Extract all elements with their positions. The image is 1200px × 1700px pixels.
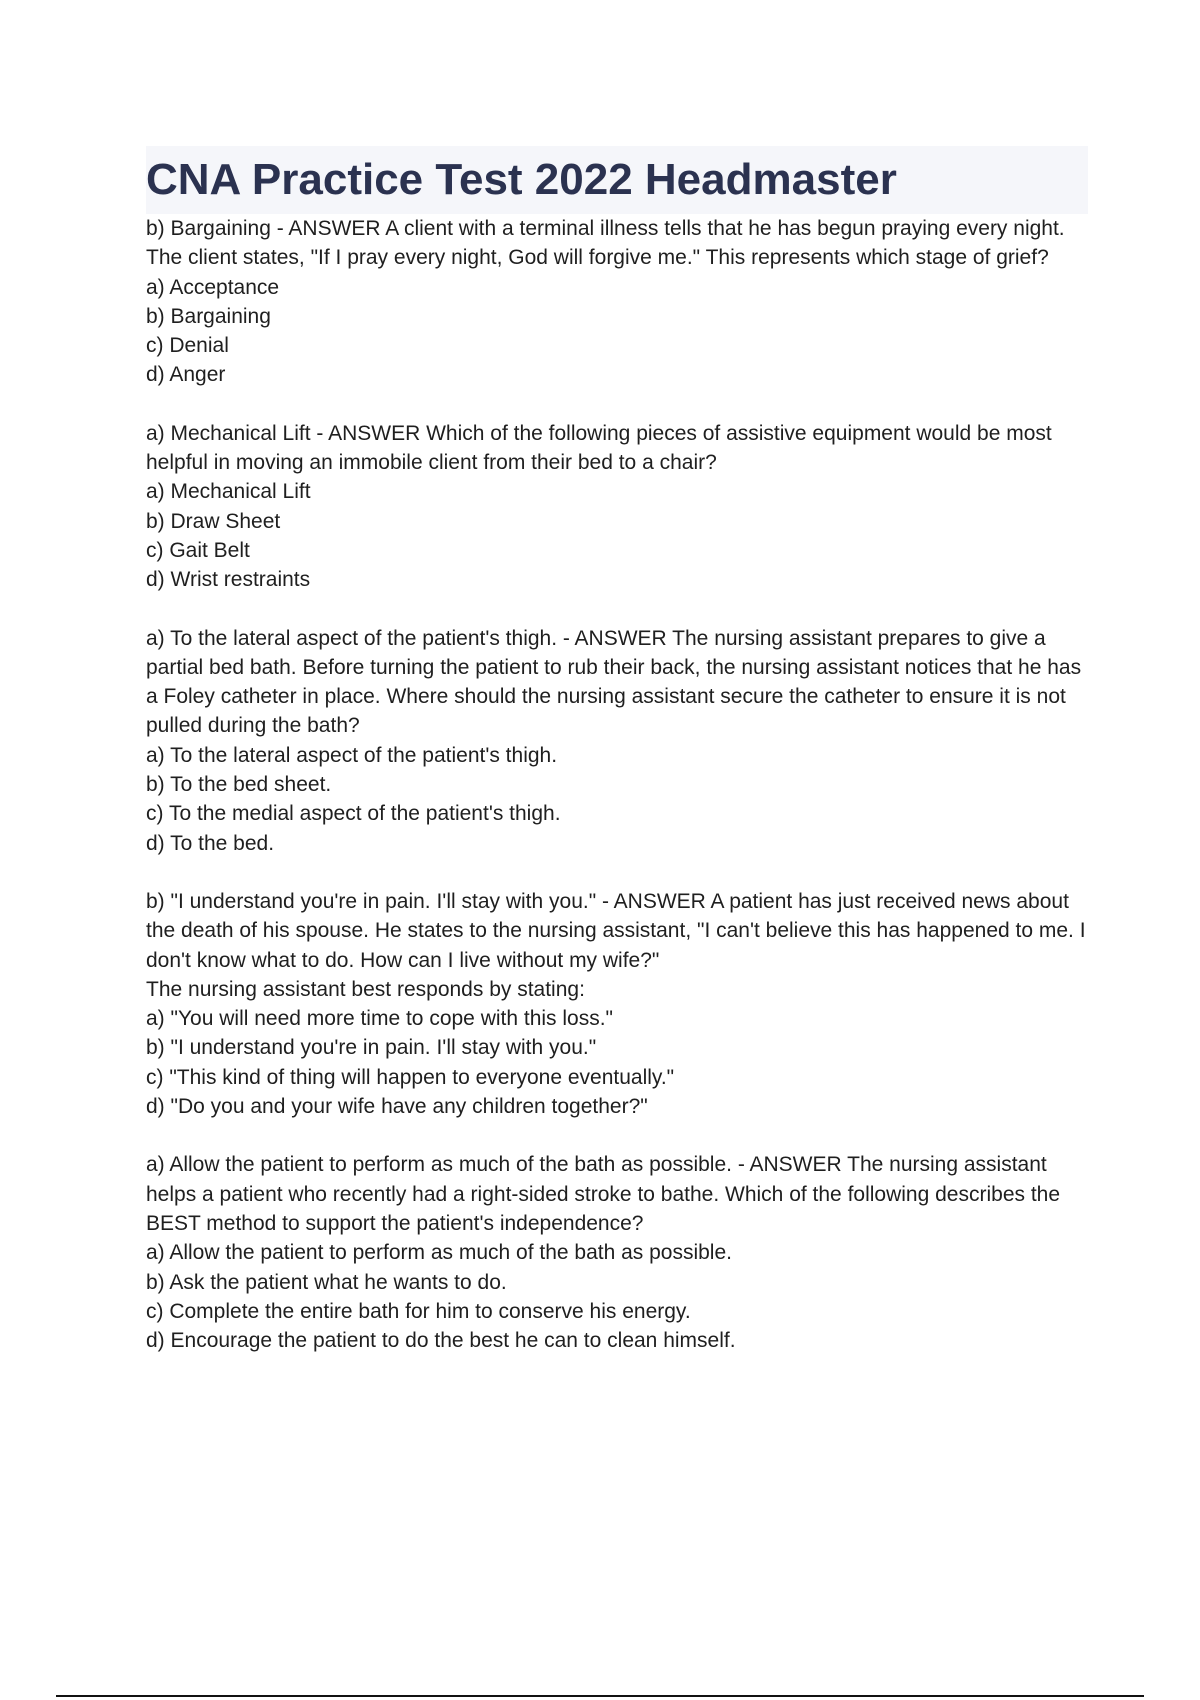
title-band [146,146,1088,214]
question-stem: b) Bargaining - ANSWER A client with a terminal illness tells that he has begun praying every night. The client states, "If I pray every night, God will forgive me." This represents which stage of grief? [146,217,1065,270]
option-a: a) Allow the patient to perform as much of the bath as possible. [146,1241,732,1265]
option-d: d) "Do you and your wife have any children together?" [146,1095,648,1119]
option-c: c) Denial [146,334,229,358]
question-block-4 [146,887,1088,1121]
option-c: c) Complete the entire bath for him to conserve his energy. [146,1299,691,1323]
option-b: b) Ask the patient what he wants to do. [146,1270,507,1294]
document-title: CNA Practice Test 2022 Headmaster [146,155,897,204]
question-block-3 [146,624,1088,858]
option-c: c) Gait Belt [146,538,250,562]
question-stem: a) To the lateral aspect of the patient's thigh. - ANSWER The nursing assistant prepares to give a partial bed bath. Before turning the patient to rub their back, the nursing assistant notices that he has a Foley catheter in place. Where should the nursing assistant secure the catheter to ensure it is not pulled during the bath? [146,626,1082,738]
question-stem: a) Mechanical Lift - ANSWER Which of the following pieces of assistive equipment would be most helpful in moving an immobile client from their bed to a chair? [146,421,1052,475]
option-a: a) Acceptance [146,275,280,299]
option-d: d) Encourage the patient to do the best he can to clean himself. [146,1329,736,1353]
option-a: a) "You will need more time to cope with this loss." [146,1007,614,1031]
option-d: d) Anger [146,363,226,387]
page-bottom-rule [56,1695,1144,1697]
option-a: a) To the lateral aspect of the patient's thigh. [146,743,558,767]
option-b: b) Bargaining [146,304,271,328]
option-b: b) To the bed sheet. [146,773,332,797]
question-block-1 [146,214,1088,390]
question-stem: b) "I understand you're in pain. I'll stay with you." - ANSWER A patient has just received news about the death of his spouse. He states to the nursing assistant, "I can't believe this has happened to me. I don't know what to do. How can I live without my wife?" [146,889,1086,972]
question-block-2 [146,419,1088,595]
option-b: b) "I understand you're in pain. I'll stay with you." [146,1036,597,1060]
document-page [146,146,1088,1355]
option-c: c) "This kind of thing will happen to everyone eventually." [146,1065,675,1089]
question-block-5 [146,1150,1088,1355]
question-stem-continued: The nursing assistant best responds by stating: [146,977,585,1001]
option-b: b) Draw Sheet [146,509,281,533]
option-d: d) Wrist restraints [146,568,311,592]
option-c: c) To the medial aspect of the patient's thigh. [146,802,561,826]
question-stem: a) Allow the patient to perform as much of the bath as possible. - ANSWER The nursing assistant helps a patient who recently had a right-sided stroke to bathe. Which of the following describes the BEST method to support the patient's independence? [146,1153,1061,1235]
option-a: a) Mechanical Lift [146,480,311,504]
option-d: d) To the bed. [146,831,275,855]
